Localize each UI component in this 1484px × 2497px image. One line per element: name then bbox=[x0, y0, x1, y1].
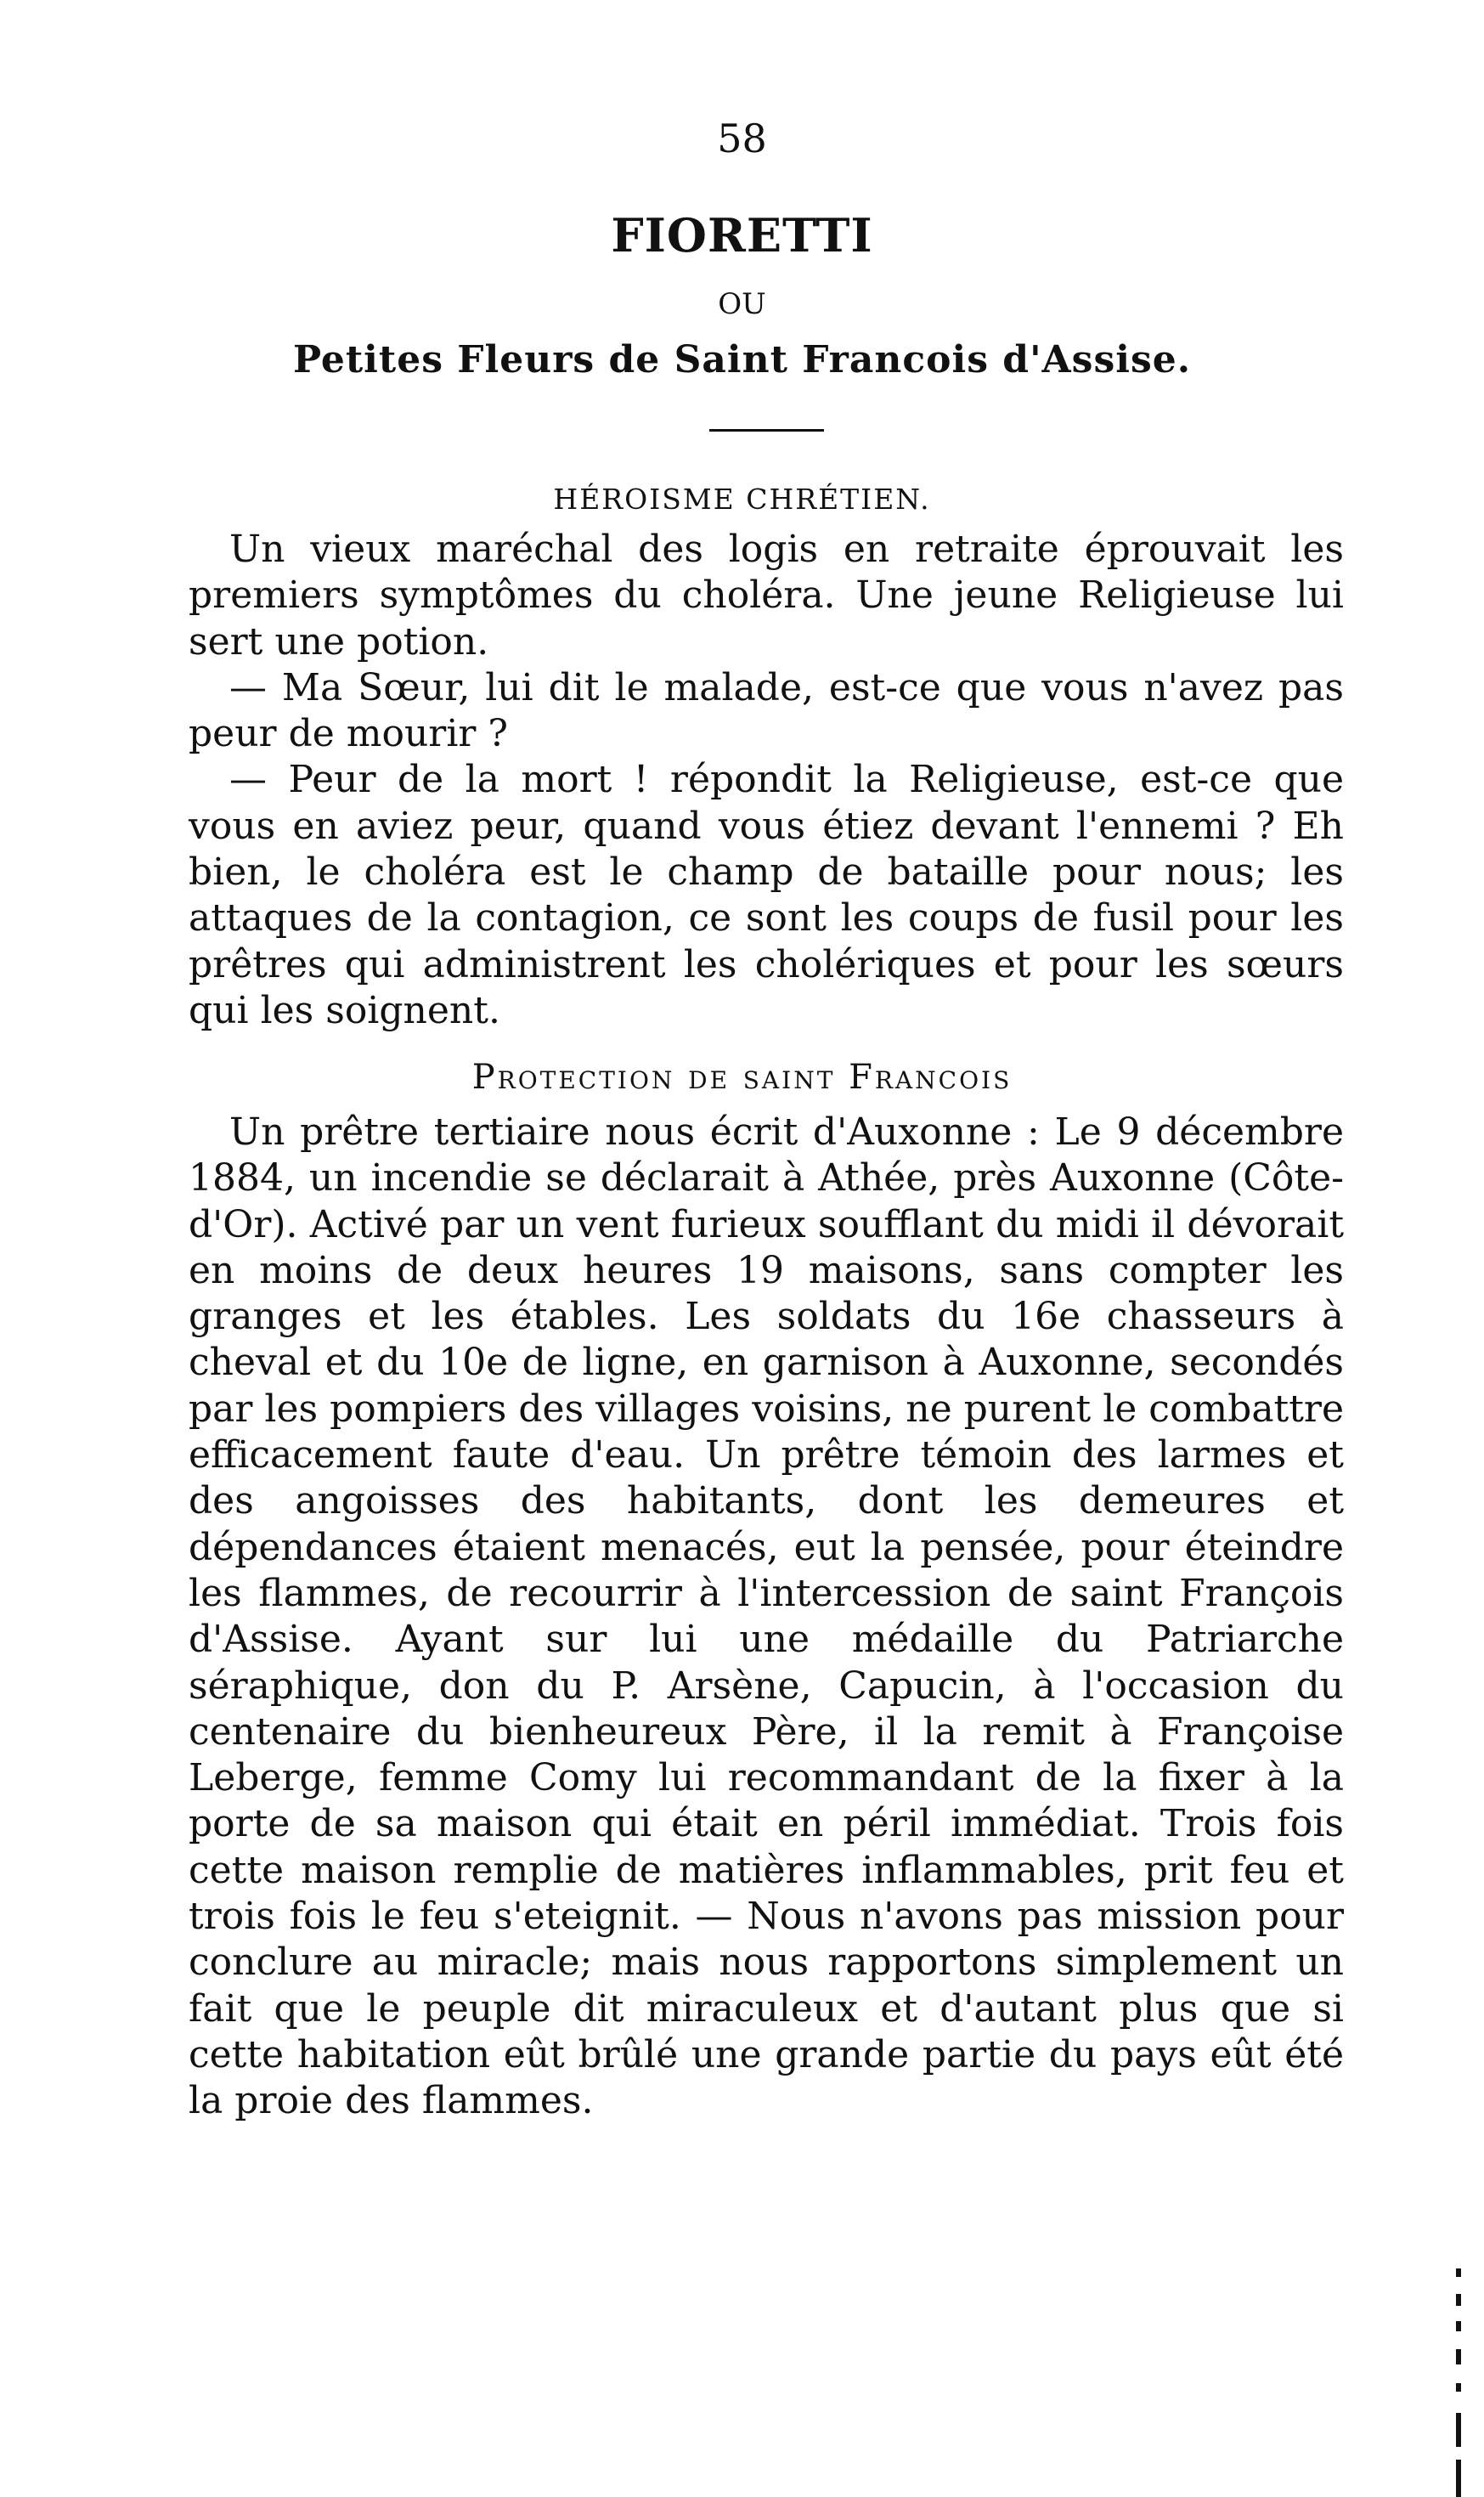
paragraph: — Peur de la mort ! répondit la Religieuse, est-ce que vous en aviez peur, quand vous étiez devant l'ennemi ? Eh bien, le choléra est le champ de bataille pour nous; les attaques de la contagion, ce sont les coups de fusil pour les prêtres qui administrent les cholériques et pour les sœurs qui les soignent. bbox=[189, 758, 1344, 1032]
section-body-protection bbox=[189, 1110, 1344, 2125]
paragraph: Un vieux maréchal des logis en retraite éprouvait les premiers symptômes du choléra. Une jeune Religieuse lui sert une potion. bbox=[189, 528, 1344, 664]
scan-edge-marks bbox=[1453, 2268, 1464, 2497]
page-number: 58 bbox=[717, 116, 767, 161]
page-title: FIORETTI bbox=[611, 208, 873, 263]
section-body-heroisme bbox=[189, 527, 1344, 1034]
page-subtitle: Petites Fleurs de Saint Francois d'Assise. bbox=[292, 338, 1192, 381]
section-heading-protection: Protection de saint Francois bbox=[471, 1058, 1013, 1097]
title-divider bbox=[709, 429, 824, 432]
title-connector: OU bbox=[718, 287, 766, 321]
paragraph: — Ma Sœur, lui dit le malade, est-ce que vous n'avez pas peur de mourir ? bbox=[189, 665, 1344, 756]
section-heading-heroisme: HÉROISME CHRÉTIEN. bbox=[553, 483, 931, 516]
paragraph: Un prêtre tertiaire nous écrit d'Auxonne : Le 9 décembre 1884, un incendie se déclarait à Athée, près Auxonne (Côte-d'Or). Activé par un vent furieux soufflant du midi il dévorait en moins de deux heures 19 maisons, sans compter les granges et les étables. Les soldats du 16e chasseurs à cheval et du 10e de ligne, en garnison à Auxonne, secondés par les pompiers des villages voisins, ne purent le combattre efficacement faute d'eau. Un prêtre témoin des larmes et des angoisses des habitants, dont les demeures et dépendances étaient menacés, eut la pensée, pour éteindre les flammes, de recourrir à l'intercession de saint François d'Assise. Ayant sur lui une médaille du Patriarche séraphique, don du P. Arsène, Capucin, à l'occasion du centenaire du bienheureux Père, il la remit à Françoise Leberge, femme Comy lui recommandant de la fixer à la porte de sa maison qui était en péril immédiat. Trois fois cette maison remplie de matières inflammables, prit feu et trois fois le feu s'eteignit. — Nous n'avons pas mission pour conclure au miracle; mais nous rapportons simplement un fait que le peuple dit miraculeux et d'autant plus que si cette habitation eût brûlé une grande partie du pays eût été la proie des flammes. bbox=[189, 1110, 1344, 2123]
